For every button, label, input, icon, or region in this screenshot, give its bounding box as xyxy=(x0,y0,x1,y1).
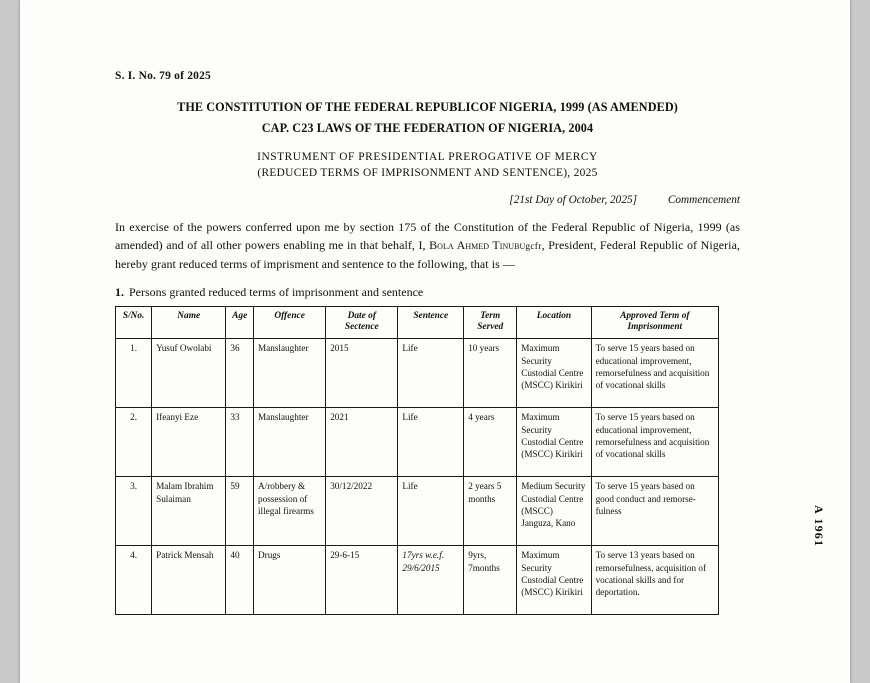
section-heading: Persons granted reduced terms of imprisonment and sentence xyxy=(129,284,424,299)
column-header-term-served: Term Served xyxy=(464,306,517,339)
cell-term-served: 2 years 5 months xyxy=(464,477,517,546)
cell-sentence: Life xyxy=(398,477,464,546)
cell-date-of-sentence: 29-6-15 xyxy=(326,546,398,615)
cell-sn: 3. xyxy=(116,477,152,546)
cell-location: Maximum Security Custodial Centre (MSCC) Kirikiri xyxy=(517,339,591,408)
cell-sn: 4. xyxy=(116,546,152,615)
column-header-name: Name xyxy=(152,306,226,339)
commencement-date: [21st Day of October, 2025] xyxy=(509,193,638,206)
cell-offence: Manslaughter xyxy=(254,339,326,408)
column-header-sn: S/No. xyxy=(116,306,152,339)
cell-age: 59 xyxy=(226,477,254,546)
cell-location: Maximum Security Custodial Centre (MSCC) Kirikiri xyxy=(517,546,591,615)
page-side-label: A 1961 xyxy=(812,505,826,548)
column-header-date-of-sentence: Date of Sectence xyxy=(326,306,398,339)
column-header-location: Location xyxy=(517,306,591,339)
document-title-line-3: INSTRUMENT OF PRESIDENTIAL PREROGATIVE OF MERCY xyxy=(257,150,598,163)
cell-term-served: 10 years xyxy=(464,339,517,408)
cell-approved-term: To serve 13 years based on remorsefulness, acquisition of vocational skills and for deportation. xyxy=(591,546,718,615)
cell-date-of-sentence: 30/12/2022 xyxy=(326,477,398,546)
column-header-sentence: Sentence xyxy=(398,306,464,339)
cell-name: Yusuf Owolabi xyxy=(152,339,226,408)
table-row xyxy=(116,546,719,615)
cell-term-served: 4 years xyxy=(464,408,517,477)
commencement-label: Commencement xyxy=(667,193,740,206)
cell-age: 40 xyxy=(226,546,254,615)
table-row xyxy=(116,408,719,477)
cell-sentence: Life xyxy=(398,408,464,477)
cell-sn: 2. xyxy=(116,408,152,477)
cell-date-of-sentence: 2015 xyxy=(326,339,398,408)
commencement-row xyxy=(115,194,740,206)
section-number: 1. xyxy=(115,284,124,299)
cell-offence: Manslaughter xyxy=(254,408,326,477)
cell-approved-term: To serve 15 years based on good conduct and remorse-fulness xyxy=(591,477,718,546)
cell-sentence: 17yrs w.e.f. 29/6/2015 xyxy=(398,546,464,615)
preamble-text-part-1: In exercise of the powers conferred upon me by section 175 of the Constitution of the Federal Republic of Nigeria, 1999 (as amended) and of all other powers enabling me in that behalf, I, xyxy=(115,219,740,253)
cell-location: Maximum Security Custodial Centre (MSCC) Kirikiri xyxy=(517,408,591,477)
cell-approved-term: To serve 15 years based on educational improvement, remorsefulness and acquisition of vocational skills xyxy=(591,408,718,477)
cell-name: Patrick Mensah xyxy=(152,546,226,615)
document-title-line-2: CAP. C23 LAWS OF THE FEDERATION OF NIGERIA, 2004 xyxy=(261,120,594,135)
column-header-age: Age xyxy=(226,306,254,339)
preamble-text-part-2: , President, Federal Republic of Nigeria, hereby grant reduced terms of imprisment and sentence to the following, that is — xyxy=(115,238,740,272)
president-name: Bola Ahmed Tinubu xyxy=(429,238,526,253)
cell-offence: A/robbery & possession of illegal firearms xyxy=(254,477,326,546)
column-header-approved-term: Approved Term of Imprisonment xyxy=(591,306,718,339)
document-title-line-1: THE CONSTITUTION OF THE FEDERAL REPUBLICOF NIGERIA, 1999 (AS AMENDED) xyxy=(177,100,678,114)
document-title-line-4: (REDUCED TERMS OF IMPRISONMENT AND SENTENCE), 2025 xyxy=(257,167,598,180)
cell-approved-term: To serve 15 years based on educational improvement, remorsefulness and acquisition of vocational skills xyxy=(591,339,718,408)
cell-location: Medium Security Custodial Centre (MSCC) Janguza, Kano xyxy=(517,477,591,546)
pardon-table xyxy=(115,306,719,616)
table-header-row xyxy=(116,306,719,339)
statutory-instrument-number: S. I. No. 79 of 2025 xyxy=(115,70,212,82)
president-honour: gcfr xyxy=(525,242,542,253)
cell-age: 36 xyxy=(226,339,254,408)
page-content xyxy=(115,70,740,615)
cell-offence: Drugs xyxy=(254,546,326,615)
section-heading-row xyxy=(115,285,740,300)
column-header-offence: Offence xyxy=(254,306,326,339)
cell-date-of-sentence: 2021 xyxy=(326,408,398,477)
preamble-paragraph xyxy=(115,218,740,274)
table-row xyxy=(116,477,719,546)
table-row xyxy=(116,339,719,408)
cell-term-served: 9yrs, 7months xyxy=(464,546,517,615)
cell-sentence: Life xyxy=(398,339,464,408)
document-page xyxy=(20,0,850,683)
cell-name: Malam Ibrahim Sulaiman xyxy=(152,477,226,546)
cell-name: Ifeanyi Eze xyxy=(152,408,226,477)
cell-age: 33 xyxy=(226,408,254,477)
cell-sn: 1. xyxy=(116,339,152,408)
